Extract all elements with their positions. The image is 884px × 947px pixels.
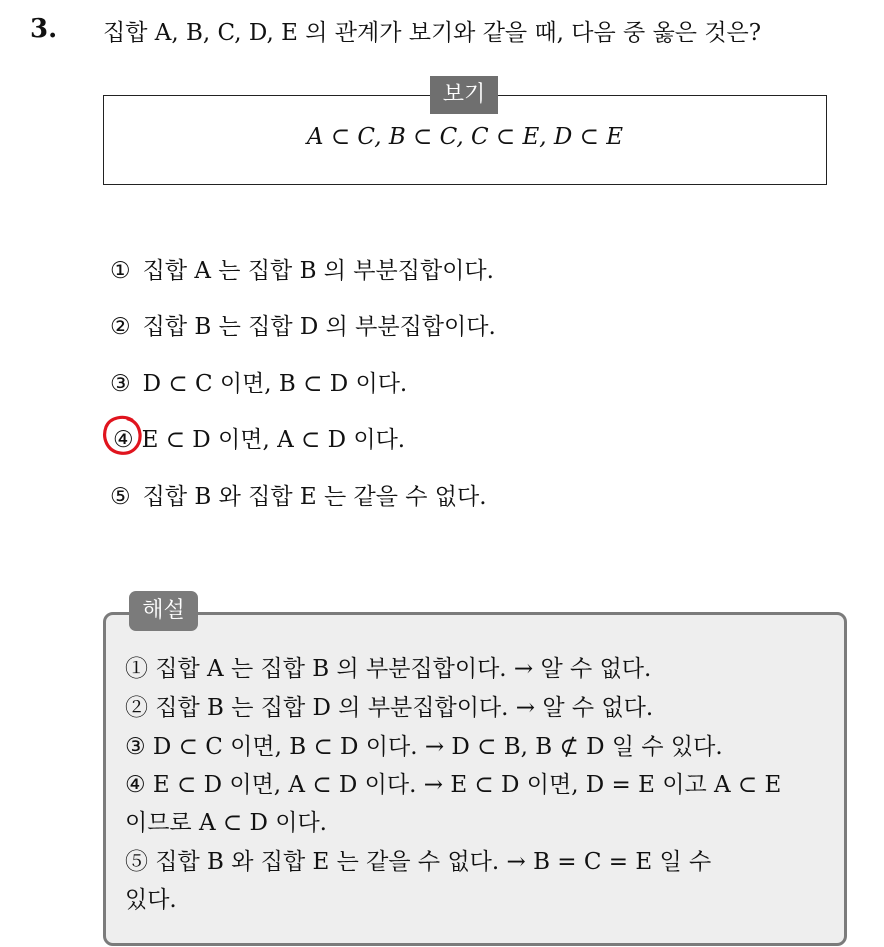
solution-line-7: 있다. <box>125 887 177 913</box>
answer-circle-mark <box>102 414 144 456</box>
choice-5-number: ⑤ <box>110 484 131 510</box>
choice-5[interactable] <box>110 478 487 511</box>
question-number: 3. <box>30 14 58 44</box>
choice-5-text: 집합 B 와 집합 E 는 같을 수 없다. <box>142 484 487 510</box>
choice-3-number: ③ <box>110 371 131 397</box>
solution-line-3: ③ D ⊂ C 이면, B ⊂ D 이다. → D ⊂ B, B ⊄ D 일 수 있다. <box>125 734 723 760</box>
choice-1-number: ① <box>110 258 131 284</box>
solution-label: 해설 <box>129 591 198 631</box>
choice-2-number: ② <box>110 314 131 340</box>
solution-line-6: ⑤ 집합 B 와 집합 E 는 같을 수 없다. → B = C = E 일 수 <box>125 849 712 875</box>
question-text: 집합 A, B, C, D, E 의 관계가 보기와 같을 때, 다음 중 옳은 것은? <box>103 20 762 46</box>
solution-line-5: 이므로 A ⊂ D 이다. <box>125 810 327 836</box>
choice-3-text: D ⊂ C 이면, B ⊂ D 이다. <box>142 371 408 397</box>
choice-3[interactable] <box>110 365 407 398</box>
choice-1[interactable] <box>110 252 494 285</box>
choice-4-number: ④ <box>113 427 134 453</box>
solution-line-4: ④ E ⊂ D 이면, A ⊂ D 이다. → E ⊂ D 이면, D = E 이고 A ⊂ E <box>125 772 782 798</box>
bogi-content: A ⊂ C, B ⊂ C, C ⊂ E, D ⊂ E <box>306 124 624 150</box>
choice-2-text: 집합 B 는 집합 D 의 부분집합이다. <box>142 314 496 340</box>
solution-line-1: ① 집합 A 는 집합 B 의 부분집합이다. → 알 수 없다. <box>125 656 652 682</box>
choice-2[interactable] <box>110 308 496 341</box>
solution-line-2: ② 집합 B 는 집합 D 의 부분집합이다. → 알 수 없다. <box>125 695 654 721</box>
choice-4-text: E ⊂ D 이면, A ⊂ D 이다. <box>141 427 406 453</box>
bogi-label: 보기 <box>430 76 498 114</box>
choice-1-text: 집합 A 는 집합 B 의 부분집합이다. <box>142 258 494 284</box>
choice-4[interactable] <box>113 421 405 454</box>
